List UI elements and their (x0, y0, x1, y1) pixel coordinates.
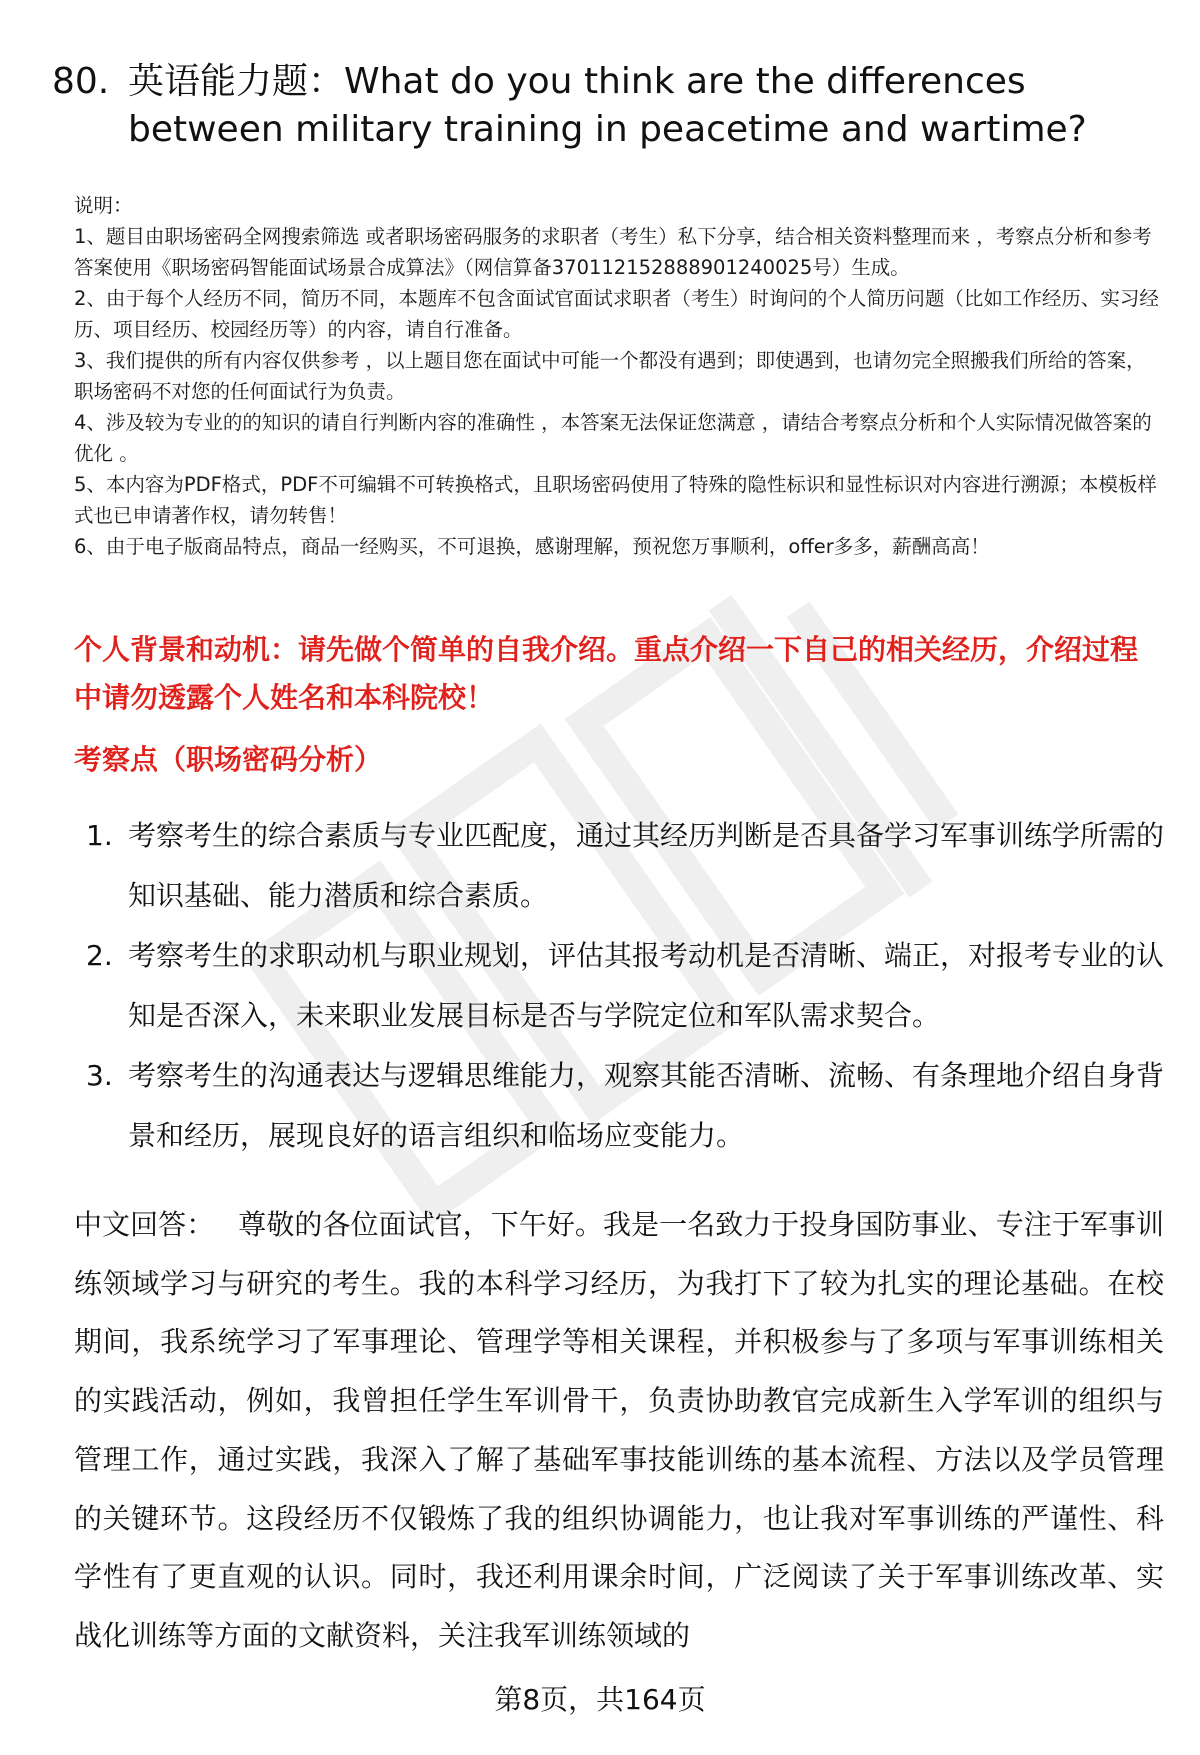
point-number: 1. (86, 819, 113, 852)
chinese-answer (74, 1196, 1164, 1666)
background-heading: 个人背景和动机：请先做个简单的自我介绍。重点介绍一下自己的相关经历，介绍过程中请勿透露个人姓名和本科院校！ (74, 633, 1139, 714)
answer-text: 尊敬的各位面试官，下午好。我是一名致力于投身国防事业、专注于军事训练领域学习与研究的考生。我的本科学习经历，为我打下了较为扎实的理论基础。在校期间，我系统学习了军事理论、管理学等相关课程，并积极参与了多项与军事训练相关的实践活动，例如，我曾担任学生军训骨干，负责协助教官完成新生入学军训的组织与管理工作，通过实践，我深入了解了基础军事技能训练的基本流程、方法以及学员管理的关键环节。这段经历不仅锻炼了我的组织协调能力，也让我对军事训练的严谨性、科学性有了更直观的认识。同时，我还利用课余时间，广泛阅读了关于军事训练改革、实战化训练等方面的文献资料，关注我军训练领域的 (74, 1208, 1164, 1652)
answer-label: 中文回答： (74, 1208, 215, 1241)
note-item: 5、本内容为PDF格式，PDF不可编辑不可转换格式，且职场密码使用了特殊的隐性标识和显性标识对内容进行溯源；本模板样式也已申请著作权，请勿转售！ (74, 473, 1157, 527)
point-text: 考察考生的综合素质与专业匹配度，通过其经历判断是否具备学习军事训练学所需的知识基础、能力潜质和综合素质。 (128, 819, 1165, 912)
disclaimer-notes (74, 190, 1159, 562)
note-item: 6、由于电子版商品特点，商品一经购买，不可退换，感谢理解，预祝您万事顺利，offer多多，薪酬高高！ (74, 535, 990, 558)
note-item: 2、由于每个人经历不同，简历不同，本题库不包含面试官面试求职者（考生）时询问的个人简历问题（比如工作经历、实习经历、项目经历、校园经历等）的内容，请自行准备。 (74, 287, 1159, 341)
assessment-point (74, 806, 1164, 926)
question-title (52, 58, 1162, 154)
assessment-point (74, 926, 1164, 1046)
point-text: 考察考生的沟通表达与逻辑思维能力，观察其能否清晰、流畅、有条理地介绍自身背景和经历，展现良好的语言组织和临场应变能力。 (128, 1059, 1165, 1152)
point-text: 考察考生的求职动机与职业规划，评估其报考动机是否清晰、端正，对报考专业的认知是否深入，未来职业发展目标是否与学院定位和军队需求契合。 (128, 939, 1165, 1032)
assessment-point (74, 1046, 1164, 1166)
assessment-heading: 考察点（职场密码分析） (74, 743, 383, 776)
question-text: 英语能力题：What do you think are the differences between military training in peacetime and wartime? (128, 61, 1087, 150)
note-item: 1、题目由职场密码全网搜索筛选 或者职场密码服务的求职者（考生）私下分享，结合相关资料整理而来 ，考察点分析和参考答案使用《职场密码智能面试场景合成算法》（网信算备370112152888901240025号）生成。 (74, 225, 1152, 279)
point-number: 3. (86, 1059, 113, 1092)
assessment-points (74, 806, 1164, 1166)
question-number: 80. (52, 61, 110, 102)
note-item: 4、涉及较为专业的的知识的请自行判断内容的准确性 ，本答案无法保证您满意 ，请结合考察点分析和个人实际情况做答案的优化 。 (74, 411, 1152, 465)
notes-heading: 说明： (74, 194, 133, 217)
page-footer: 第8页，共164页 (494, 1683, 706, 1716)
note-item: 3、我们提供的所有内容仅供参考 ，以上题目您在面试中可能一个都没有遇到；即使遇到，也请勿完全照搬我们所给的答案，职场密码不对您的任何面试行为负责。 (74, 349, 1146, 403)
point-number: 2. (86, 939, 113, 972)
